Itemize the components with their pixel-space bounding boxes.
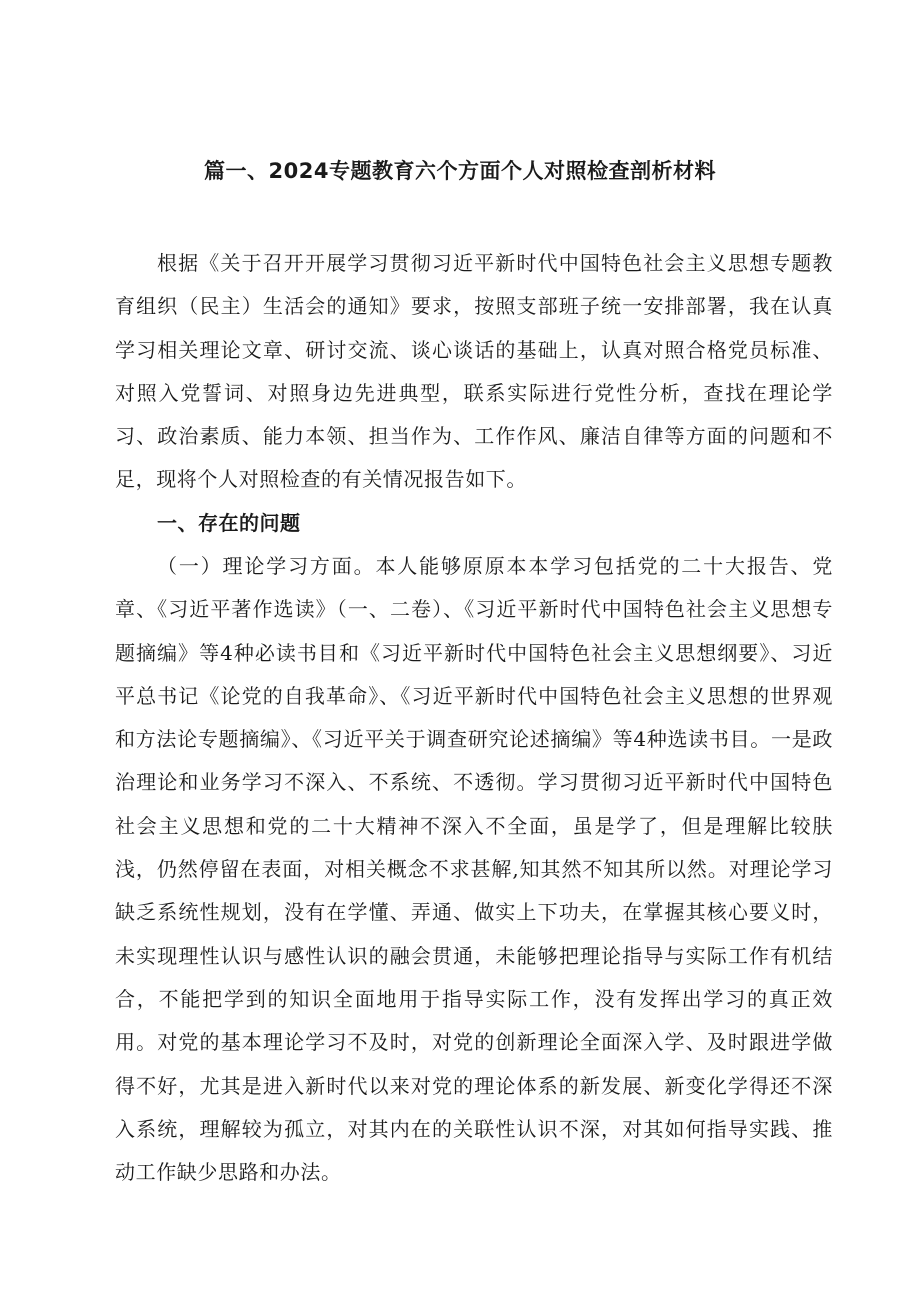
theory-study-paragraph: （一）理论学习方面。本人能够原原本本学习包括党的二十大报告、党章、《习近平著作选读》（一、二卷）、《习近平新时代中国特色社会主义思想专题摘编》等4种必读书目和《习近平新时代中国特色社会主义思想纲要》、习近平总书记《论党的自我革命》、《习近平新时代中国特色社会主义思想的世界观和方法论专题摘编》、《习近平关于调查研究论述摘编》等4种选读书目。一是政治理论和业务学习不深入、不系统、不透彻。学习贯彻习近平新时代中国特色社会主义思想和党的二十大精神不深入不全面，虽是学了，但是理解比较肤浅，仍然停留在表面，对相关概念不求甚解,知其然不知其所以然。对理论学习缺乏系统性规划，没有在学懂、弄通、做实上下功夫，在掌握其核心要义时，未实现理性认识与感性认识的融会贯通，未能够把理论指导与实际工作有机结合，不能把学到的知识全面地用于指导实际工作，没有发挥出学习的真正效用。对党的基本理论学习不及时，对党的创新理论全面深入学、及时跟进学做得不好，尤其是进入新时代以来对党的理论体系的新发展、新变化学得还不深入系统，理解较为孤立，对其内在的关联性认识不深，对其如何指导实践、推动工作缺少思路和办法。 [115, 554, 833, 1185]
intro-paragraph: 根据《关于召开开展学习贯彻习近平新时代中国特色社会主义思想专题教育组织（民主）生活会的通知》要求，按照支部班子统一安排部署，我在认真学习相关理论文章、研讨交流、谈心谈话的基础上，认真对照合格党员标准、对照入党誓词、对照身边先进典型，联系实际进行党性分析，查找在理论学习、政治素质、能力本领、担当作为、工作作风、廉洁自律等方面的问题和不足，现将个人对照检查的有关情况报告如下。 [115, 251, 833, 492]
document-title: 篇一、2024专题教育六个方面个人对照检查剖析材料 [204, 159, 716, 183]
section-heading-problems: 一、存在的问题 [157, 511, 301, 535]
